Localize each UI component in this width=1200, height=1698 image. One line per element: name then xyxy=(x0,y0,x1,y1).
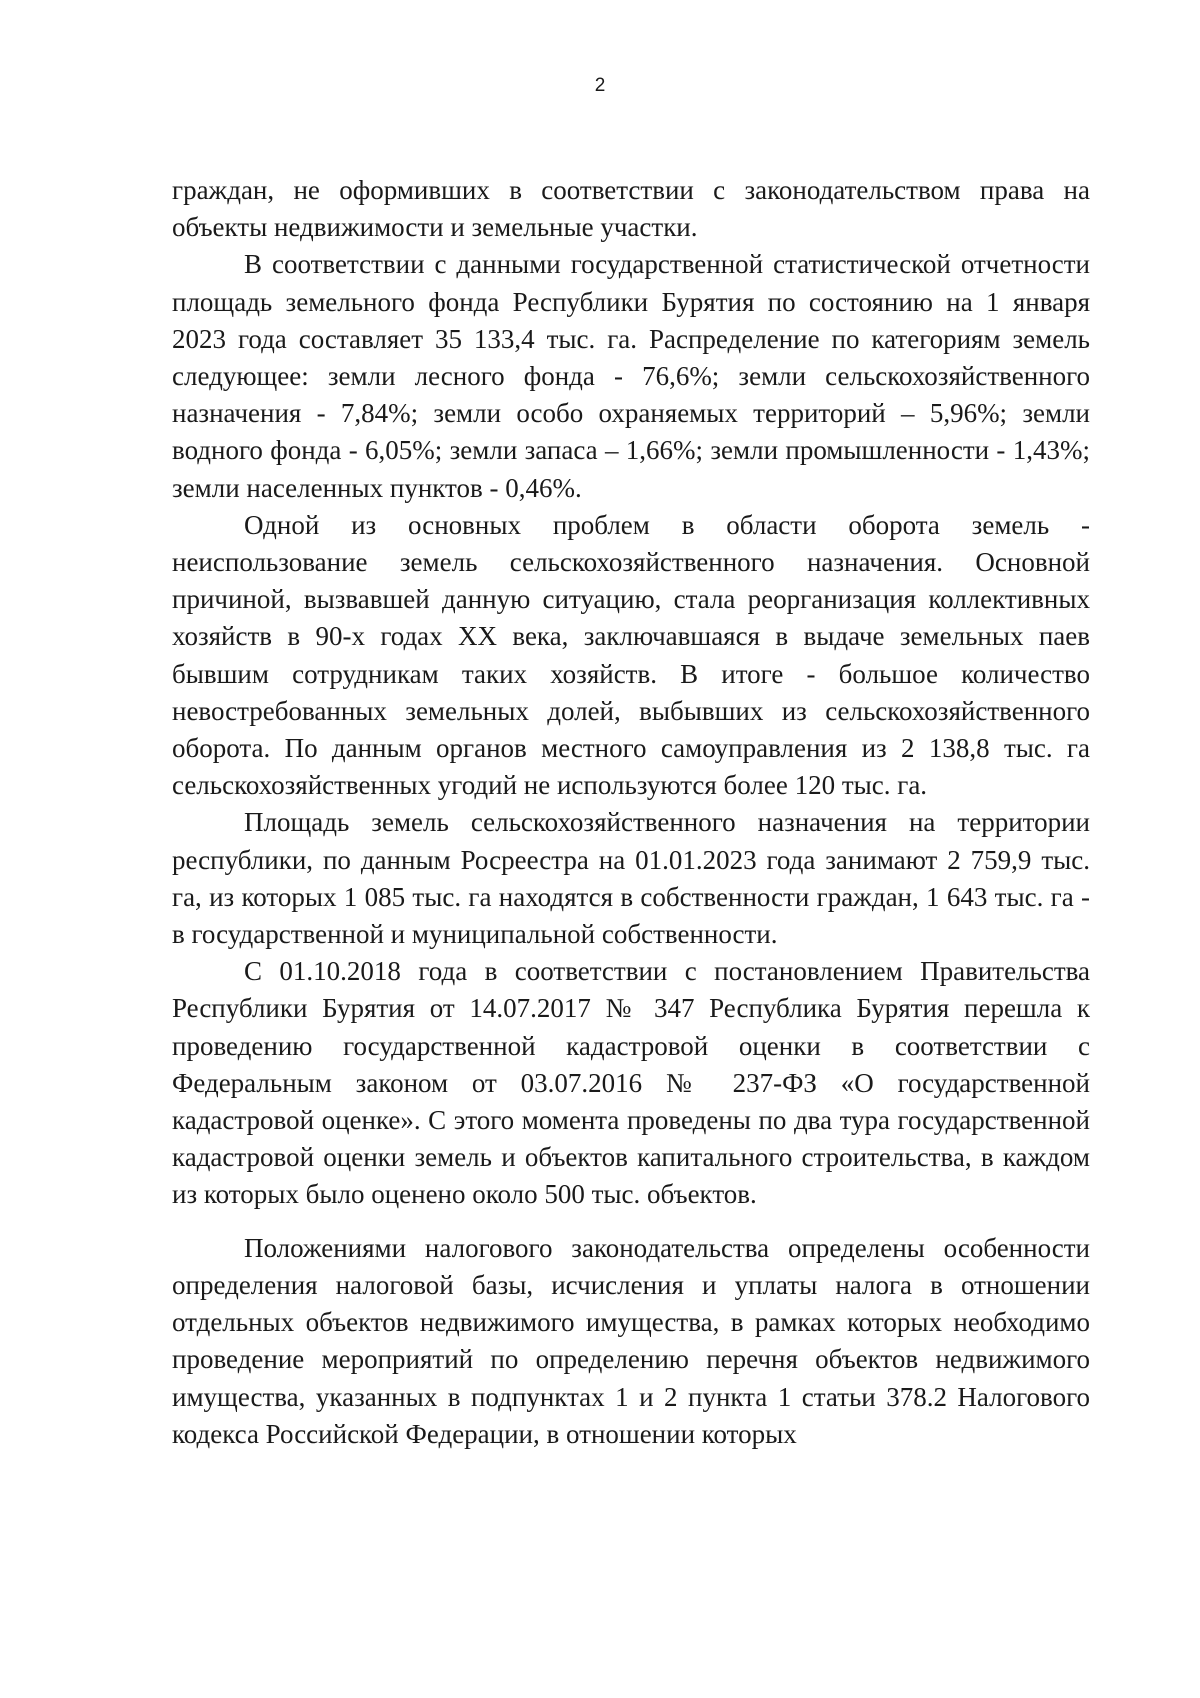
paragraph-cadastral-valuation: С 01.10.2018 года в соответствии с постановлением Правительства Республики Бурятия от 14.07.2017 № 347 Республика Бурятия перешла к проведению государственной кадастровой оценки в соответствии с Федеральным законом от 03.07.2016 № 237-ФЗ «О государственной кадастровой оценке». С этого момента проведены по два тура государственной кадастровой оценки земель и объектов капитального строительства, в каждом из которых было оценено около 500 тыс. объектов. xyxy=(172,956,1090,1210)
document-body xyxy=(172,172,1090,1453)
paragraph-continuation: граждан, не оформивших в соответствии с законодательством права на объекты недвижимости и земельные участки. xyxy=(172,175,1090,243)
paragraph-tax-legislation: Положениями налогового законодательства определены особенности определения налоговой базы, исчисления и уплаты налога в отношении отдельных объектов недвижимого имущества, в рамках которых необходимо проведение мероприятий по определению перечня объектов недвижимого имущества, указанных в подпунктах 1 и 2 пункта 1 статьи 378.2 Налогового кодекса Российской Федерации, в отношении которых xyxy=(172,1232,1090,1449)
paragraph-land-problems: Одной из основных проблем в области оборота земель - неиспользование земель сельскохозяйственного назначения. Основной причиной, вызвавшей данную ситуацию, стала реорганизация коллективных хозяйств в 90-х годах XX века, заключавшаяся в выдаче земельных паев бывшим сотрудникам таких хозяйств. В итоге - большое количество невостребованных земельных долей, выбывших из сельскохозяйственного оборота. По данным органов местного самоуправления из 2 138,8 тыс. га сельскохозяйственных угодий не используются более 120 тыс. га. xyxy=(172,509,1090,801)
paragraph-land-fund: В соответствии с данными государственной статистической отчетности площадь земельного фонда Республики Бурятия по состоянию на 1 января 2023 года составляет 35 133,4 тыс. га. Распределение по категориям земель следующее: земли лесного фонда - 76,6%; земли сельскохозяйственного назначения - 7,84%; земли особо охраняемых территорий – 5,96%; земли водного фонда - 6,05%; земли запаса – 1,66%; земли промышленности - 1,43%; земли населенных пунктов - 0,46%. xyxy=(172,249,1090,503)
paragraph-agricultural-land: Площадь земель сельскохозяйственного назначения на территории республики, по данным Росреестра на 01.01.2023 года занимают 2 759,9 тыс. га, из которых 1 085 тыс. га находятся в собственности граждан, 1 643 тыс. га - в государственной и муниципальной собственности. xyxy=(172,807,1090,950)
page-number: 2 xyxy=(594,75,606,96)
